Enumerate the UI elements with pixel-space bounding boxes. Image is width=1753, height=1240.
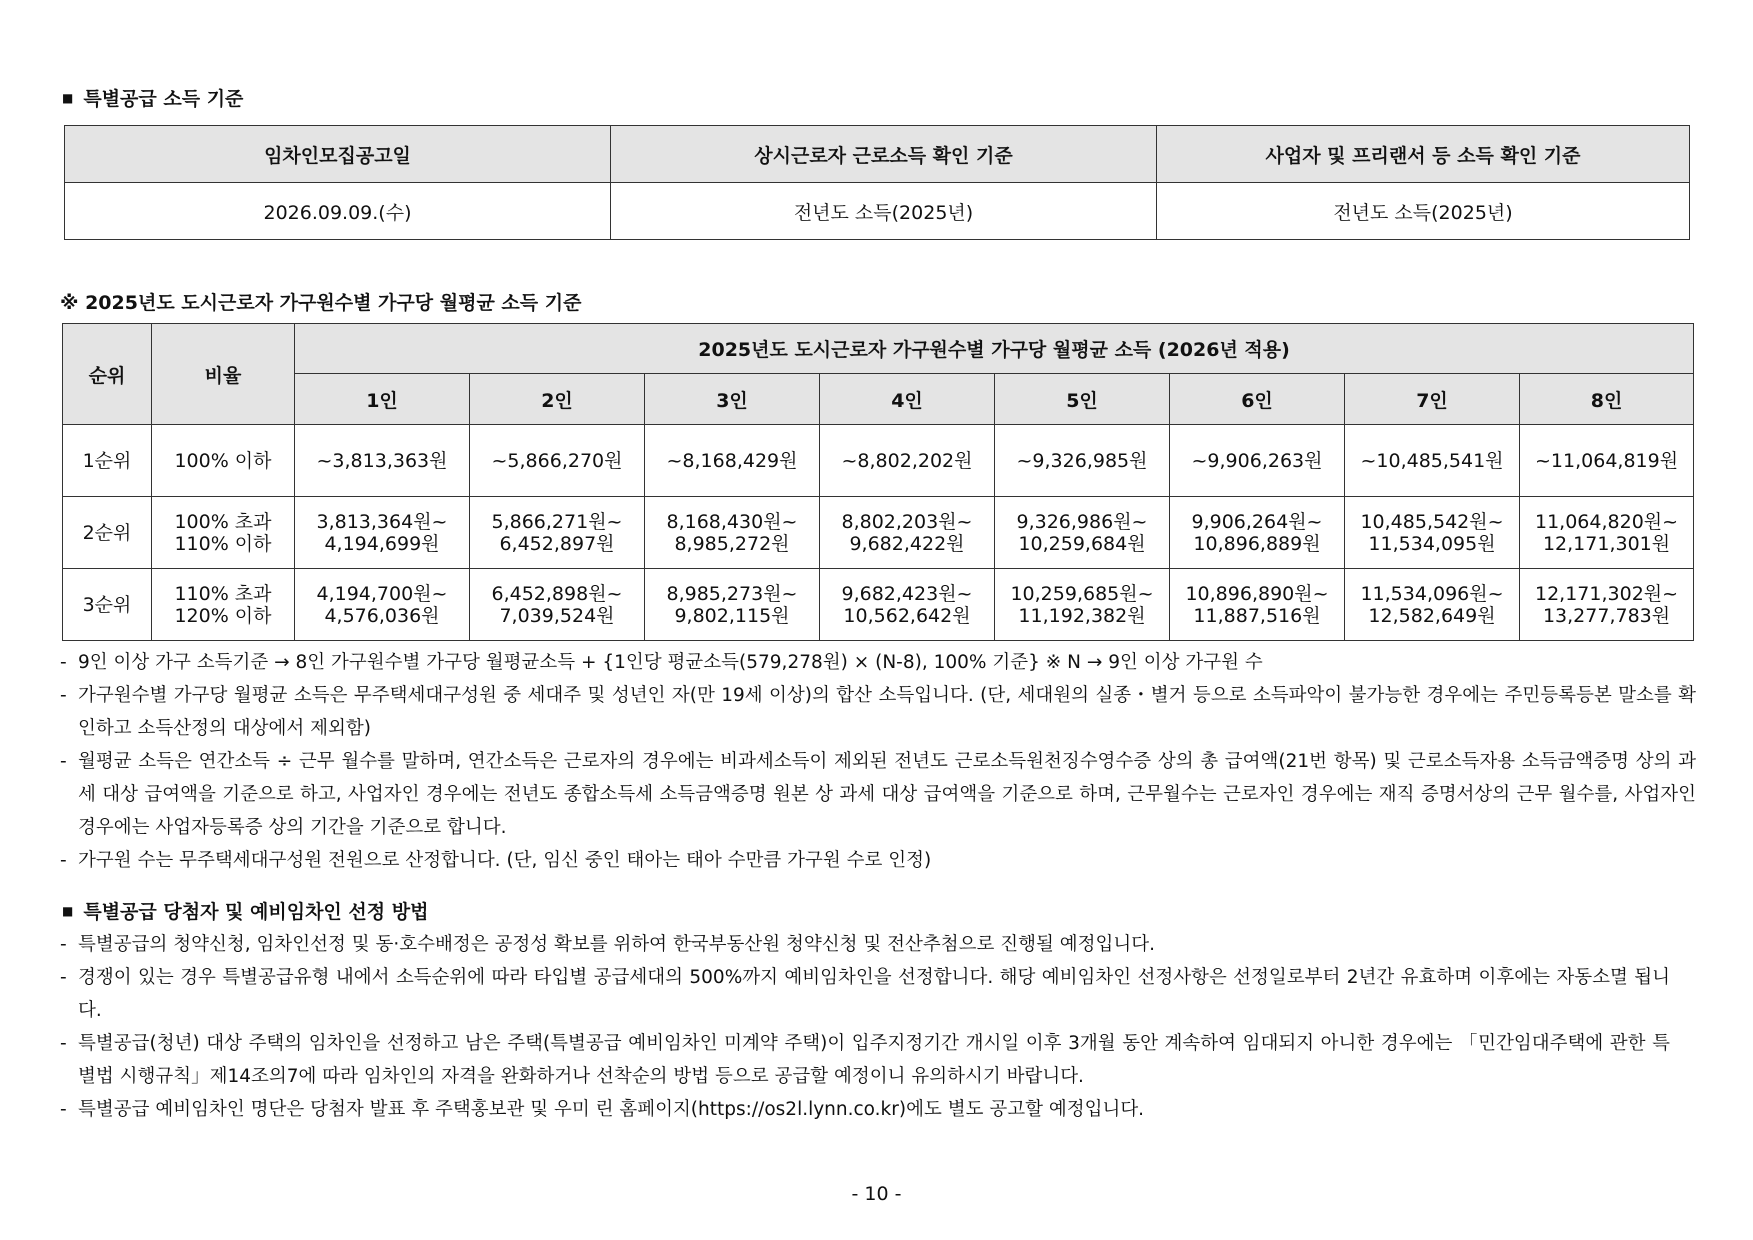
cell-income-line: 9,682,423원~	[841, 582, 973, 605]
cell-income-line: 8,985,273원~	[666, 582, 798, 605]
cell-income-line: 3,813,364원~	[316, 510, 448, 533]
note-item	[60, 679, 1696, 745]
cell-ratio-line: 100% 이하	[174, 449, 272, 472]
cell-income-line: 8,985,272원	[674, 532, 790, 555]
cell-income-line: 7,039,524원	[499, 604, 615, 627]
cell-rank: 2순위	[63, 497, 152, 569]
cell-income-line: 4,194,700원~	[316, 582, 448, 605]
note-item	[60, 928, 1670, 961]
income-notes-list	[60, 646, 1696, 877]
header-person-count: 2인	[470, 374, 645, 425]
note-text: 가구원수별 가구당 월평균 소득은 무주택세대구성원 중 세대주 및 성년인 자(만 19세 이상)의 합산 소득입니다. (단, 세대원의 실종・별거 등으로 소득파악이 불가능한 경우에는 주민등록등본 말소를 확인하고 소득산정의 대상에서 제외함)	[78, 685, 1696, 739]
cell-rank: 3순위	[63, 569, 152, 641]
cell-income-line: 10,259,684원	[1018, 532, 1146, 555]
table-row	[63, 569, 1694, 641]
cell-income-line: 11,534,095원	[1368, 532, 1496, 555]
monthly-income-table	[62, 323, 1694, 641]
selection-method-title	[62, 897, 428, 924]
cell-worker-income: 전년도 소득(2025년)	[611, 183, 1157, 240]
cell-ratio	[152, 497, 295, 569]
cell-ratio-line: 100% 초과	[174, 510, 272, 533]
cell-income-line: 11,534,096원~	[1360, 582, 1504, 605]
cell-income-line: 8,168,430원~	[666, 510, 798, 533]
cell-income-line: 12,171,302원~	[1535, 582, 1679, 605]
cell-rank: 1순위	[63, 425, 152, 497]
cell-income-value	[1170, 425, 1345, 497]
note-text: 경쟁이 있는 경우 특별공급유형 내에서 소득순위에 따라 타입별 공급세대의 500%까지 예비임차인을 선정합니다. 해당 예비임차인 선정사항은 선정일로부터 2년간 유효하며 이후에는 자동소멸 됩니다.	[78, 967, 1670, 1021]
cell-income-value	[295, 497, 470, 569]
header-person-count: 8인	[1520, 374, 1694, 425]
income-criteria-table	[64, 125, 1690, 240]
note-item	[60, 1093, 1670, 1126]
note-dash: -	[60, 751, 67, 772]
note-text: 9인 이상 가구 소득기준 → 8인 가구원수별 가구당 월평균소득 + {1인당 평균소득(579,278원) × (N-8), 100% 기준} ※ N → 9인 이상 가구원 수	[78, 652, 1263, 673]
table-row	[63, 425, 1694, 497]
table-header-row-persons	[63, 374, 1694, 425]
note-text: 가구원 수는 무주택세대구성원 전원으로 산정합니다. (단, 임신 중인 태아는 태아 수만큼 가구원 수로 인정)	[78, 850, 932, 871]
table-header-row	[65, 126, 1690, 183]
note-item	[60, 745, 1696, 844]
header-business-income: 사업자 및 프리랜서 등 소득 확인 기준	[1157, 126, 1690, 183]
cell-income-line: 12,171,301원	[1542, 532, 1671, 555]
cell-ratio	[152, 425, 295, 497]
header-person-count: 4인	[820, 374, 995, 425]
cell-income-line: 11,887,516원	[1193, 604, 1321, 627]
note-item	[60, 844, 1696, 877]
header-rank: 순위	[63, 324, 152, 425]
cell-income-line: 4,194,699원	[324, 532, 440, 555]
header-person-count: 7인	[1345, 374, 1520, 425]
note-dash: -	[60, 934, 67, 955]
note-item	[60, 646, 1696, 679]
cell-income-value	[470, 425, 645, 497]
page-number: - 10 -	[851, 1183, 902, 1205]
cell-income-line: 10,259,685원~	[1010, 582, 1154, 605]
header-ratio: 비율	[152, 324, 295, 425]
note-text: 특별공급 예비임차인 명단은 당첨자 발표 후 주택홍보관 및 우미 린 홈페이지(https://os2l.lynn.co.kr)에도 별도 공고할 예정입니다.	[78, 1099, 1145, 1120]
cell-income-value	[1345, 497, 1520, 569]
cell-ratio	[152, 569, 295, 641]
cell-income-value	[820, 569, 995, 641]
cell-income-value	[295, 425, 470, 497]
cell-income-line: ~9,326,985원	[1016, 449, 1148, 472]
cell-income-value	[1345, 569, 1520, 641]
cell-income-value	[1520, 425, 1694, 497]
header-announcement-date: 임차인모집공고일	[65, 126, 611, 183]
bullet-square-icon: ■	[62, 90, 74, 105]
note-text: 특별공급(청년) 대상 주택의 임차인을 선정하고 남은 주택(특별공급 예비임차인 미계약 주택)이 입주지정기간 개시일 이후 3개월 동안 계속하여 임대되지 아니한 경우에는 「민간임대주택에 관한 특별법 시행규칙」제14조의7에 따라 임차인의 자격을 완화하거나 선착순의 방법 등으로 공급할 예정이니 유의하시기 바랍니다.	[78, 1033, 1670, 1087]
cell-income-line: 9,326,986원~	[1016, 510, 1148, 533]
cell-income-value	[995, 425, 1170, 497]
cell-income-value	[1170, 497, 1345, 569]
cell-income-line: ~9,906,263원	[1191, 449, 1323, 472]
cell-income-value	[1520, 569, 1694, 641]
cell-income-value	[820, 497, 995, 569]
cell-income-line: 11,064,820원~	[1535, 510, 1679, 533]
cell-income-value	[995, 569, 1170, 641]
cell-ratio-line: 110% 이하	[174, 532, 272, 555]
cell-income-value	[1170, 569, 1345, 641]
cell-income-line: ~3,813,363원	[316, 449, 448, 472]
cell-announcement-date: 2026.09.09.(수)	[65, 183, 611, 240]
table-row	[65, 183, 1690, 240]
cell-income-line: 12,582,649원	[1368, 604, 1496, 627]
note-dash: -	[60, 967, 67, 988]
cell-income-value	[470, 569, 645, 641]
note-text: 특별공급의 청약신청, 임차인선정 및 동·호수배정은 공정성 확보를 위하여 한국부동산원 청약신청 및 전산추첨으로 진행될 예정입니다.	[78, 934, 1155, 955]
header-income-group: 2025년도 도시근로자 가구원수별 가구당 월평균 소득 (2026년 적용)	[295, 324, 1694, 374]
urban-worker-income-title-text: ※ 2025년도 도시근로자 가구원수별 가구당 월평균 소득 기준	[60, 292, 582, 314]
cell-income-value	[295, 569, 470, 641]
cell-income-value	[1345, 425, 1520, 497]
cell-income-line: 10,485,542원~	[1360, 510, 1504, 533]
cell-income-line: 4,576,036원	[324, 604, 440, 627]
header-person-count: 3인	[645, 374, 820, 425]
section-title-text: 특별공급 당첨자 및 예비임차인 선정 방법	[83, 901, 429, 923]
cell-income-line: ~11,064,819원	[1535, 449, 1679, 472]
note-item	[60, 1027, 1670, 1093]
cell-income-line: 9,906,264원~	[1191, 510, 1323, 533]
cell-income-value	[820, 425, 995, 497]
note-dash: -	[60, 1099, 67, 1120]
income-table-body	[63, 425, 1694, 641]
header-person-count: 1인	[295, 374, 470, 425]
cell-income-value	[470, 497, 645, 569]
cell-income-value	[645, 569, 820, 641]
cell-income-line: 11,192,382원	[1018, 604, 1146, 627]
cell-income-value	[1520, 497, 1694, 569]
cell-income-line: 6,452,897원	[499, 532, 615, 555]
note-dash: -	[60, 685, 67, 706]
cell-income-line: 10,562,642원	[843, 604, 971, 627]
cell-income-line: ~10,485,541원	[1360, 449, 1504, 472]
cell-income-line: 6,452,898원~	[491, 582, 623, 605]
note-dash: -	[60, 1033, 67, 1054]
cell-income-line: 10,896,890원~	[1185, 582, 1329, 605]
cell-business-income: 전년도 소득(2025년)	[1157, 183, 1690, 240]
note-dash: -	[60, 652, 67, 673]
cell-income-line: 9,802,115원	[674, 604, 790, 627]
cell-income-value	[645, 425, 820, 497]
cell-income-line: 13,277,783원	[1542, 604, 1671, 627]
header-person-count: 6인	[1170, 374, 1345, 425]
cell-income-line: 8,802,203원~	[841, 510, 973, 533]
cell-income-value	[995, 497, 1170, 569]
table-row	[63, 497, 1694, 569]
cell-income-line: 10,896,889원	[1193, 532, 1321, 555]
note-dash: -	[60, 850, 67, 871]
section-title-text: 특별공급 소득 기준	[83, 88, 244, 110]
note-text: 월평균 소득은 연간소득 ÷ 근무 월수를 말하며, 연간소득은 근로자의 경우에는 비과세소득이 제외된 전년도 근로소득원천징수영수증 상의 총 급여액(21번 항목) 및 근로소득자용 소득금액증명 상의 과세 대상 급여액을 기준으로 하고, 사업자인 경우에는 전년도 종합소득세 소득금액증명 원본 상 과세 대상 급여액을 기준으로 하며, 근무월수는 근로자인 경우에는 재직 증명서상의 근무 월수를, 사업자인 경우에는 사업자등록증 상의 기간을 기준으로 합니다.	[78, 751, 1696, 838]
cell-income-line: 9,682,422원	[849, 532, 965, 555]
note-item	[60, 961, 1670, 1027]
cell-income-line: 5,866,271원~	[491, 510, 623, 533]
table-header-row	[63, 324, 1694, 374]
section-income-criteria-title	[62, 84, 243, 111]
urban-worker-income-title	[60, 288, 581, 315]
selection-notes-list	[60, 928, 1670, 1126]
cell-ratio-line: 120% 이하	[174, 604, 272, 627]
cell-income-line: ~5,866,270원	[491, 449, 623, 472]
cell-income-line: ~8,802,202원	[841, 449, 973, 472]
header-worker-income: 상시근로자 근로소득 확인 기준	[611, 126, 1157, 183]
cell-income-value	[645, 497, 820, 569]
cell-income-line: ~8,168,429원	[666, 449, 798, 472]
header-person-count: 5인	[995, 374, 1170, 425]
cell-ratio-line: 110% 초과	[174, 582, 272, 605]
bullet-square-icon: ■	[62, 903, 74, 918]
